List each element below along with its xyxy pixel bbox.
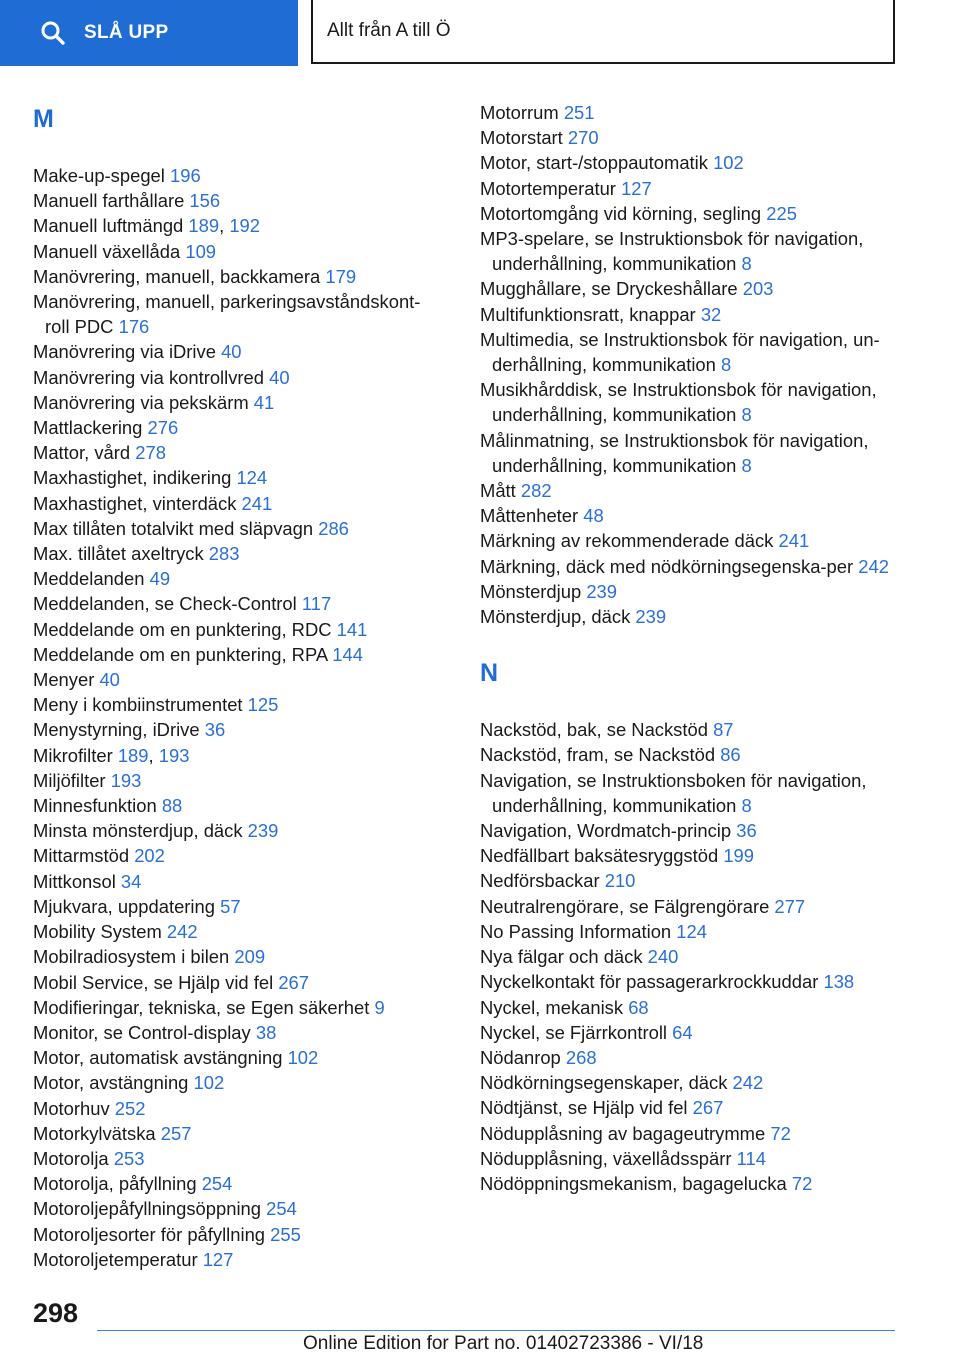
index-entry-term: Märkning, däck med nödkörningsegenska-per bbox=[480, 555, 854, 577]
page-reference-link[interactable]: 117 bbox=[301, 593, 332, 615]
index-entry bbox=[480, 995, 900, 1020]
page-reference-link[interactable]: 278 bbox=[135, 442, 166, 464]
index-entry bbox=[33, 163, 443, 188]
page-reference-link[interactable]: 64 bbox=[672, 1021, 693, 1043]
index-entry-term: Navigation, Wordmatch-princip bbox=[480, 820, 732, 842]
index-entry bbox=[480, 528, 900, 553]
page-reference-link[interactable]: 124 bbox=[236, 467, 268, 489]
page-reference-link[interactable]: 270 bbox=[567, 127, 599, 149]
index-entry bbox=[480, 1070, 900, 1095]
page-reference-link[interactable]: 125 bbox=[247, 694, 279, 716]
top-bar bbox=[0, 0, 960, 66]
index-entry: Mikrofilter 189, 193 bbox=[33, 744, 190, 766]
page-reference-link[interactable]: 225 bbox=[766, 202, 797, 224]
index-entry-term: Mått bbox=[480, 480, 516, 502]
page-reference-link[interactable]: 202 bbox=[134, 845, 165, 867]
index-entry-term: Mittkonsol bbox=[33, 870, 116, 892]
index-entry-term: Motor, start-/stoppautomatik bbox=[480, 152, 708, 174]
page-reference-link[interactable]: 253 bbox=[113, 1147, 145, 1169]
page-reference-link[interactable]: 8 bbox=[741, 794, 752, 816]
page-reference-link[interactable]: 36 bbox=[204, 719, 226, 741]
index-entry bbox=[480, 1020, 900, 1045]
index-entry bbox=[33, 1045, 443, 1070]
page-reference-link[interactable]: 138 bbox=[823, 971, 855, 993]
index-entry-term: No Passing Information bbox=[480, 920, 672, 942]
page-reference-link[interactable]: 102 bbox=[713, 152, 744, 174]
index-entry-term: Meddelanden, se Check-Control bbox=[33, 593, 297, 615]
index-entry bbox=[33, 919, 443, 944]
page-reference-link[interactable]: 189 bbox=[117, 744, 149, 766]
index-entry-term: Motoroljetemperatur bbox=[33, 1248, 198, 1270]
index-entry-term: Nödanrop bbox=[480, 1046, 561, 1068]
index-entry-term: Manövrering via kontrollvred bbox=[33, 366, 265, 388]
index-entry bbox=[33, 440, 443, 465]
page-number: 298 bbox=[33, 1298, 79, 1328]
page-reference-link[interactable]: 8 bbox=[741, 404, 752, 426]
index-entry-term: Monitor, se Control-display bbox=[33, 1021, 251, 1043]
index-entry-term: Meny i kombiinstrumentet bbox=[33, 694, 243, 716]
index-list-n bbox=[480, 717, 900, 1196]
index-entry bbox=[33, 516, 443, 541]
index-column-left bbox=[33, 100, 443, 1272]
page-reference-link[interactable]: 40 bbox=[221, 341, 242, 363]
page-reference-link[interactable]: 88 bbox=[161, 795, 183, 817]
index-entry-term: Motorrum bbox=[480, 102, 559, 123]
page-reference-link[interactable]: 283 bbox=[208, 543, 240, 565]
page-reference-link[interactable]: 254 bbox=[201, 1173, 233, 1195]
index-entry-term: Nya fälgar och däck bbox=[480, 946, 643, 968]
index-entry bbox=[33, 617, 443, 642]
index-entry-term: Nyckel, mekanisk bbox=[480, 996, 624, 1018]
page-reference-link[interactable]: 87 bbox=[713, 719, 734, 741]
page-reference-link[interactable]: 241 bbox=[241, 492, 273, 514]
index-entry-term: Mönsterdjup bbox=[480, 580, 582, 602]
page-reference-link[interactable]: 251 bbox=[563, 102, 595, 123]
index-entry bbox=[33, 692, 443, 717]
index-entry-term: Motoroljesorter för påfyllning bbox=[33, 1223, 266, 1245]
index-entry-term: Nödupplåsning av bagageutrymme bbox=[480, 1122, 766, 1144]
index-entry bbox=[480, 868, 900, 893]
index-entry bbox=[480, 226, 900, 276]
page-reference-link[interactable]: 127 bbox=[621, 177, 652, 199]
index-entry bbox=[480, 742, 900, 767]
index-entry-term: Meddelande om en punktering, RPA bbox=[33, 643, 328, 665]
index-entry-term: Maxhastighet, vinterdäck bbox=[33, 492, 237, 514]
index-entry bbox=[480, 176, 900, 201]
index-entry-term: Nödtjänst, se Hjälp vid fel bbox=[480, 1097, 688, 1119]
page-reference-link[interactable]: 102 bbox=[287, 1047, 319, 1069]
index-entry-term: Mattor, vård bbox=[33, 442, 131, 464]
index-entry bbox=[480, 894, 900, 919]
index-entry-term: Navigation, se Instruktionsboken för navigation, underhållning, kommunikation bbox=[480, 769, 867, 816]
index-entry bbox=[33, 1070, 443, 1095]
index-entry bbox=[480, 944, 900, 969]
index-entry-term: Motorhuv bbox=[33, 1097, 110, 1119]
index-entry bbox=[480, 604, 900, 629]
page-reference-link[interactable]: 239 bbox=[586, 580, 618, 602]
index-list-m-continued bbox=[480, 100, 900, 629]
index-entry-term: Målinmatning, se Instruktionsbok för navigation, underhållning, kommunikation bbox=[480, 429, 869, 476]
page-reference-link[interactable]: 40 bbox=[269, 366, 290, 388]
index-entry bbox=[480, 201, 900, 226]
index-entry bbox=[33, 894, 443, 919]
index-entry-term: Nedförsbackar bbox=[480, 870, 600, 892]
index-entry-term: Meddelanden bbox=[33, 568, 145, 590]
index-entry-term: Mugghållare, se Dryckeshållare bbox=[480, 278, 738, 300]
index-entry-term: Motor, avstängning bbox=[33, 1072, 189, 1094]
page-reference-link[interactable]: 38 bbox=[255, 1021, 277, 1043]
index-entry bbox=[33, 264, 443, 289]
index-entry bbox=[480, 1171, 900, 1196]
page-reference-link[interactable]: 57 bbox=[220, 895, 241, 917]
index-entry bbox=[33, 1121, 443, 1146]
index-entry-term: Nackstöd, fram, se Nackstöd bbox=[480, 744, 716, 766]
index-entry bbox=[480, 428, 900, 478]
index-entry bbox=[480, 377, 900, 427]
page-reference-link[interactable]: 268 bbox=[565, 1046, 597, 1068]
index-entry-term: Motorstart bbox=[480, 127, 563, 149]
index-entry-term: Motoroljepåfyllningsöppning bbox=[33, 1198, 261, 1220]
page-reference-link[interactable]: 276 bbox=[147, 417, 179, 439]
index-entry-term: Menystyrning, iDrive bbox=[33, 719, 200, 741]
page-reference-link[interactable]: 72 bbox=[791, 1172, 813, 1194]
index-entry bbox=[480, 150, 900, 175]
page-reference-link[interactable]: 156 bbox=[189, 190, 221, 212]
search-icon bbox=[40, 20, 66, 46]
index-entry bbox=[33, 239, 443, 264]
index-letter-n: N bbox=[480, 659, 499, 688]
index-entry bbox=[480, 579, 900, 604]
index-entry-term: Menyer bbox=[33, 669, 95, 691]
index-entry bbox=[33, 869, 443, 894]
page-reference-link[interactable]: 199 bbox=[723, 845, 755, 867]
index-entry bbox=[480, 818, 900, 843]
index-entry bbox=[480, 717, 900, 742]
page-reference-link[interactable]: 8 bbox=[741, 454, 752, 476]
index-entry-term: Neutralrengörare, se Fälgrengörare bbox=[480, 895, 770, 917]
page-reference-link[interactable]: 40 bbox=[99, 669, 120, 691]
section-title-box bbox=[311, 0, 895, 64]
page-reference-link[interactable]: 242 bbox=[732, 1072, 764, 1094]
index-entry-term: Musikhårddisk, se Instruktionsbok för navigation, underhållning, kommunikation bbox=[480, 379, 877, 426]
lookup-button[interactable] bbox=[0, 0, 298, 66]
index-entry-term: Minsta mönsterdjup, däck bbox=[33, 820, 243, 842]
page-reference-link[interactable]: 240 bbox=[647, 946, 679, 968]
index-entry-term: Manövrering via pekskärm bbox=[33, 391, 249, 413]
index-entry bbox=[480, 1045, 900, 1070]
page-reference-link[interactable]: 242 bbox=[858, 555, 889, 577]
index-entry bbox=[480, 969, 900, 994]
page-reference-link[interactable]: 8 bbox=[741, 253, 752, 275]
page-reference-link[interactable]: 192 bbox=[229, 215, 261, 237]
index-entry bbox=[480, 1121, 900, 1146]
index-letter-m: M bbox=[33, 105, 54, 133]
page-reference-link[interactable]: 34 bbox=[120, 870, 142, 892]
index-entry-term: Märkning av rekommenderade däck bbox=[480, 530, 774, 552]
index-entry-term: Motor, automatisk avstängning bbox=[33, 1047, 283, 1069]
index-entry-term: Motortemperatur bbox=[480, 177, 616, 199]
page-reference-link[interactable]: 267 bbox=[692, 1097, 724, 1119]
index-entry-term: Mönsterdjup, däck bbox=[480, 606, 631, 628]
index-entry-term: Motorolja, påfyllning bbox=[33, 1173, 197, 1195]
page-reference-link[interactable]: 9 bbox=[374, 996, 385, 1018]
index-entry-term: MP3-spelare, se Instruktionsbok för navigation, underhållning, kommunikation bbox=[480, 228, 864, 275]
index-entry-term: Nödkörningsegenskaper, däck bbox=[480, 1072, 728, 1094]
index-entry bbox=[33, 491, 443, 516]
index-entry bbox=[480, 1095, 900, 1120]
index-entry bbox=[480, 554, 900, 579]
index-entry-term: Nödöppningsmekanism, bagagelucka bbox=[480, 1172, 787, 1194]
page-reference-link[interactable]: 189 bbox=[188, 215, 220, 237]
page-reference-link[interactable]: 72 bbox=[770, 1122, 791, 1144]
page-reference-link[interactable]: 41 bbox=[253, 391, 275, 413]
index-entry-term: Manövrering, manuell, backkamera bbox=[33, 265, 321, 287]
page-reference-link[interactable]: 176 bbox=[118, 316, 150, 338]
index-entry bbox=[480, 919, 900, 944]
index-entry bbox=[33, 717, 443, 742]
index-entry-term: Multifunktionsratt, knappar bbox=[480, 303, 696, 325]
index-entry bbox=[33, 465, 443, 490]
index-list-m bbox=[33, 163, 443, 1272]
page-reference-link[interactable]: 141 bbox=[336, 618, 368, 640]
index-entry bbox=[480, 768, 900, 818]
index-entry-term: Nackstöd, bak, se Nackstöd bbox=[480, 719, 708, 741]
index-entry-term: Multimedia, se Instruktionsbok för navigation, un-derhållning, kommunikation bbox=[480, 328, 880, 376]
page-reference-link[interactable]: 8 bbox=[721, 354, 732, 376]
page-reference-link[interactable]: 239 bbox=[247, 820, 279, 842]
index-entry-term: Manuell växellåda bbox=[33, 240, 181, 262]
page-reference-link[interactable]: 36 bbox=[736, 820, 757, 842]
page-reference-link[interactable]: 48 bbox=[583, 505, 604, 527]
index-entry bbox=[33, 843, 443, 868]
index-entry bbox=[33, 390, 443, 415]
index-entry-term: Manövrering via iDrive bbox=[33, 341, 216, 363]
index-entry bbox=[33, 339, 443, 364]
index-entry-term: Mattlackering bbox=[33, 417, 143, 439]
index-entry bbox=[33, 591, 443, 616]
index-entry-term: Motortomgång vid körning, segling bbox=[480, 202, 762, 224]
index-entry-term: Modifieringar, tekniska, se Egen säkerhet bbox=[33, 996, 370, 1018]
index-entry bbox=[33, 1247, 443, 1272]
index-entry bbox=[33, 1146, 443, 1171]
page-reference-link[interactable]: 254 bbox=[266, 1198, 297, 1220]
index-entry bbox=[33, 289, 443, 339]
index-entry bbox=[33, 667, 443, 692]
page-reference-link[interactable]: 239 bbox=[635, 606, 667, 628]
index-entry bbox=[33, 365, 443, 390]
page-reference-link[interactable]: 203 bbox=[742, 278, 774, 300]
page-reference-link[interactable]: 241 bbox=[778, 530, 810, 552]
index-entry bbox=[33, 541, 443, 566]
index-entry-term: Miljöfilter bbox=[33, 769, 106, 791]
index-entry bbox=[480, 327, 900, 377]
index-entry bbox=[33, 1196, 443, 1221]
page-reference-link[interactable]: 255 bbox=[270, 1223, 301, 1245]
page-reference-link[interactable]: 124 bbox=[676, 920, 707, 942]
page-reference-link[interactable]: 257 bbox=[160, 1122, 192, 1144]
index-entry-term: Maxhastighet, indikering bbox=[33, 467, 232, 489]
index-entry-term: Max. tillåtet axeltryck bbox=[33, 543, 204, 565]
index-entry-term: Motorkylvätska bbox=[33, 1122, 156, 1144]
index-entry bbox=[33, 768, 443, 793]
page-reference-link[interactable]: 68 bbox=[628, 996, 649, 1018]
index-entry bbox=[480, 276, 900, 301]
index-entry bbox=[480, 503, 900, 528]
index-entry-term: Minnesfunktion bbox=[33, 795, 157, 817]
page-reference-link[interactable]: 49 bbox=[149, 568, 171, 590]
page-reference-link[interactable]: 114 bbox=[736, 1147, 766, 1169]
page-reference-link[interactable]: 193 bbox=[110, 769, 142, 791]
index-entry-term: Nyckelkontakt för passagerarkrockkuddar bbox=[480, 971, 819, 993]
index-entry-term: Måttenheter bbox=[480, 505, 579, 527]
edition-footer: Online Edition for Part no. 01402723386 - VI/18 bbox=[303, 1333, 704, 1354]
page-reference-link[interactable]: 196 bbox=[170, 165, 201, 186]
index-entry-term: Mobility System bbox=[33, 921, 162, 943]
page-reference-link[interactable]: 86 bbox=[720, 744, 741, 766]
index-entry-term: Mikrofilter bbox=[33, 744, 113, 766]
index-entry-term: Motorolja bbox=[33, 1147, 109, 1169]
index-entry-term: Nyckel, se Fjärrkontroll bbox=[480, 1021, 668, 1043]
index-entry bbox=[33, 995, 443, 1020]
index-entry bbox=[480, 1146, 900, 1171]
page-reference-link[interactable]: 102 bbox=[193, 1072, 225, 1094]
index-entry bbox=[480, 125, 900, 150]
index-entry bbox=[33, 1020, 443, 1045]
index-entry-term: Manuell farthållare bbox=[33, 190, 185, 212]
index-entry bbox=[33, 1222, 443, 1247]
index-entry bbox=[33, 818, 443, 843]
page-reference-link[interactable]: 210 bbox=[604, 870, 636, 892]
page-reference-link[interactable]: 286 bbox=[318, 517, 349, 539]
page-reference-link[interactable]: 109 bbox=[185, 240, 217, 262]
index-entry bbox=[33, 1171, 443, 1196]
index-entry bbox=[33, 566, 443, 591]
index-entry bbox=[33, 793, 443, 818]
page-reference-link[interactable]: 277 bbox=[774, 895, 806, 917]
index-entry-term: Nedfällbart baksätesryggstöd bbox=[480, 845, 719, 867]
page-reference-link[interactable]: 179 bbox=[325, 265, 357, 287]
index-entry-term: Mobil Service, se Hjälp vid fel bbox=[33, 971, 274, 993]
index-entry-term: Mjukvara, uppdatering bbox=[33, 895, 215, 917]
page-reference-link[interactable]: 252 bbox=[114, 1097, 146, 1119]
page-reference-link[interactable]: 282 bbox=[520, 480, 552, 502]
index-entry-term: Mittarmstöd bbox=[33, 845, 130, 867]
index-entry bbox=[480, 843, 900, 868]
lookup-label: SLÅ UPP bbox=[84, 22, 169, 43]
index-entry-term: Manuell luftmängd bbox=[33, 215, 184, 237]
index-entry bbox=[33, 970, 443, 995]
page-reference-link[interactable]: 209 bbox=[234, 946, 266, 968]
index-entry-term: Nödupplåsning, växellådsspärr bbox=[480, 1147, 732, 1169]
page-reference-link[interactable]: 242 bbox=[166, 921, 198, 943]
index-entry bbox=[33, 1096, 443, 1121]
page-reference-link[interactable]: 267 bbox=[278, 971, 310, 993]
index-entry bbox=[33, 944, 443, 969]
index-entry-term: Max tillåten totalvikt med släpvagn bbox=[33, 517, 314, 539]
page-reference-link[interactable]: 127 bbox=[202, 1248, 234, 1270]
page-reference-link[interactable]: 193 bbox=[158, 744, 190, 766]
index-entry-term: Mobilradiosystem i bilen bbox=[33, 946, 230, 968]
index-column-right bbox=[480, 100, 900, 1196]
index-entry-term: Meddelande om en punktering, RDC bbox=[33, 618, 332, 640]
index-entry: Manuell luftmängd 189, 192 bbox=[33, 215, 261, 237]
index-entry-term: Make-up-spegel bbox=[33, 165, 165, 186]
index-entry bbox=[33, 642, 443, 667]
page-reference-link[interactable]: 144 bbox=[332, 643, 363, 665]
index-entry bbox=[33, 188, 443, 213]
index-entry bbox=[480, 100, 900, 125]
section-title: Allt från A till Ö bbox=[327, 20, 451, 41]
index-entry bbox=[480, 302, 900, 327]
page-reference-link[interactable]: 32 bbox=[700, 303, 722, 325]
index-entry-term: Manövrering, manuell, parkeringsavståndskont-roll PDC bbox=[33, 291, 421, 338]
footer-divider bbox=[97, 1330, 895, 1331]
index-entry bbox=[33, 415, 443, 440]
index-entry bbox=[480, 478, 900, 503]
